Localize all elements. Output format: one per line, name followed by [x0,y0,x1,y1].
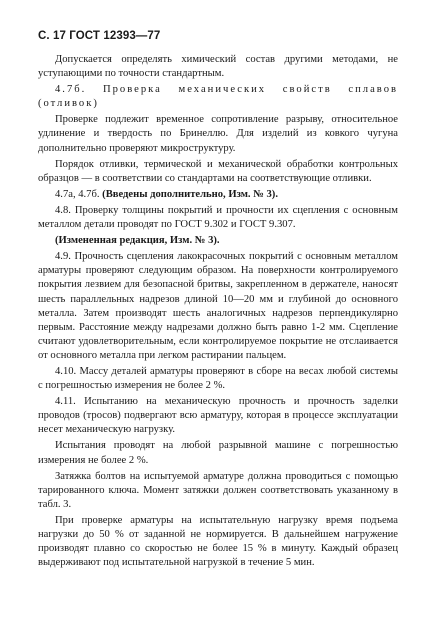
paragraph-load: При проверке арматуры на испытательную нагрузку время подъема нагрузки до 50 % от заданной не нормируется. В дальнейшем нагружение производят плавно со скоростью не более 15 % в минуту. Каждый образец выдерживают под испытательной нагрузкой в течение 5 мин. [38,514,398,569]
amendment-note: (Введены дополнительно, Изм. № 3). [102,188,278,200]
paragraph-4-11: 4.11. Испытанию на механическую прочность и прочность заделки проводов (тросов) подвергают всю арматуру, которая в процессе эксплуатации несет механическую нагрузку. [38,396,398,436]
paragraph-chemical: Допускается определять химический состав другими методами, не уступающими по точности стандартным. [38,54,398,80]
document-page [38,30,398,572]
paragraph-bolts: Затяжка болтов на испытуемой арматуре должна проводиться с помощью тарированного ключа. Момент затяжки должен соответствовать указанному в табл. 3. [38,470,398,510]
page-header: С. 17 ГОСТ 12393—77 [38,30,161,42]
amendment-note-4-8: (Измененная редакция, Изм. № 3). [55,235,220,247]
clause-ref: 4.7а, 4.7б. [55,188,103,200]
paragraph-4-10: 4.10. Массу деталей арматуры проверяют в сборе на весах любой системы с погрешностью измерения не более 2 %. [38,365,398,392]
paragraph-4-9: 4.9. Прочность сцепления лакокрасочных покрытий с основным металлом арматуры проверяют следующим образом. На поверхности контролируемого покрытия лезвием для безопасной бритвы, закрепленном в держателе, наносят шесть параллельных надрезов длиной 10—20 мм и глубиной до основного металла. Затем производят шесть аналогичных надрезов перпендикулярно первым. Расстояние между надрезами должно быть равно 1-2 мм. Сцепление считают удовлетворительным, если контролируемое покрытие не отслаивается от основного металла при легком растирании пальцем. [38,251,398,361]
section-heading-4-7b: 4.7б. Проверка механических свойств сплавов (отливок) [38,84,398,110]
paragraph-casting-order: Порядок отливки, термической и механической обработки контрольных образцов — в соответствии со стандартами на соответствующие отливки. [38,158,398,184]
paragraph-tests: Испытания проводят на любой разрывной машине с погрешностью измерения не более 2 %. [38,440,398,466]
paragraph-4-8: 4.8. Проверку толщины покрытий и прочности их сцепления с основным металлом детали проводят по ГОСТ 9.302 и ГОСТ 9.307. [38,204,398,231]
paragraph-tensile: Проверке подлежит временное сопротивление разрыву, относительное удлинение и твердость по Бринеллю. Для изделий из ковкого чугуна дополнительно проверяют микроструктуру. [38,114,398,154]
paragraph-amendment-4-7 [38,188,398,202]
